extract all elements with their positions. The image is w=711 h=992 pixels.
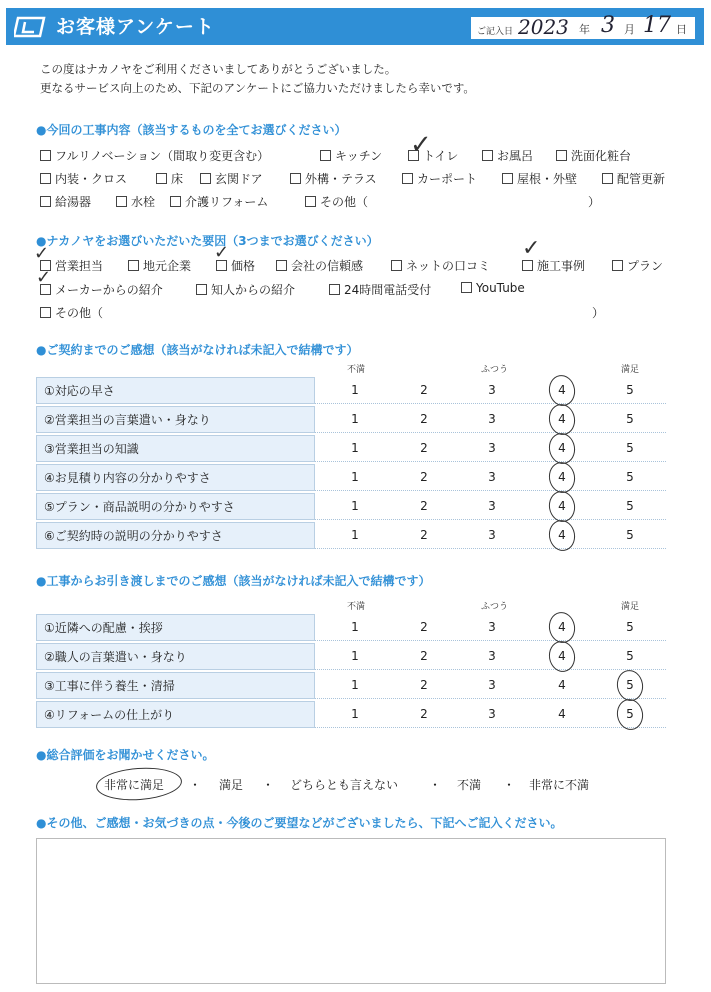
date-day: 17 [643,13,671,38]
rating-option-3[interactable]: 3 [488,499,496,513]
rating-option-4[interactable]: 4 [558,441,566,455]
checkbox[interactable] [116,196,127,207]
section-construction-title: ●工事からお引き渡しまでのご感想（該当がなければ未記入で結構です） [36,574,431,588]
checkbox[interactable] [156,173,167,184]
option-case-studies[interactable]: 施工事例 [522,257,585,274]
date-month: 3 [601,13,615,38]
rating-option-3[interactable]: 3 [488,649,496,663]
rating-option-4[interactable]: 4 [558,470,566,484]
rating-option-1[interactable]: 1 [351,470,359,484]
check-mark-case-studies: ✓ [522,236,541,261]
rating-option-2[interactable]: 2 [420,707,428,721]
rating-option-5[interactable]: 5 [626,528,634,542]
scale-high-label: 満足 [621,602,640,612]
section-overall-title: ●総合評価をお聞かせください。 [36,748,215,762]
checkbox[interactable] [290,173,301,184]
intro-line-2: 更なるサービス向上のため、下記のアンケートにご協力いただけましたら幸いです。 [40,81,475,95]
rating-option-2[interactable]: 2 [420,441,428,455]
rating-option-5[interactable]: 5 [626,412,634,426]
overall-very-satisfied[interactable]: 非常に満足 [104,778,165,792]
rating-option-1[interactable]: 1 [351,441,359,455]
rating-option-4[interactable]: 4 [558,678,566,692]
rating-option-3[interactable]: 3 [488,528,496,542]
rating-option-4[interactable]: 4 [558,620,566,634]
rating-option-1[interactable]: 1 [351,528,359,542]
scale-high-label: 満足 [621,365,640,375]
rating-row-divider [315,490,666,491]
rating-row-label: ④お見積り内容の分かりやすさ [36,464,315,491]
option-roof-wall[interactable]: 屋根・外壁 [502,170,577,187]
rating-option-4[interactable]: 4 [558,528,566,542]
overall-dissatisfied[interactable]: 不満 [457,778,482,792]
checkbox[interactable] [170,196,181,207]
option-toilet[interactable]: トイレ [408,147,458,164]
rating-option-1[interactable]: 1 [351,678,359,692]
rating-option-4[interactable]: 4 [558,383,566,397]
date-year: 2023 [518,15,569,39]
section-reason-title: ●ナカノヤをお選びいただいた要因（3つまでお選びください） [36,234,379,248]
option-care-reform[interactable]: 介護リフォーム [170,193,268,210]
option-kitchen[interactable]: キッチン [320,147,382,164]
check-mark-price: ✓ [214,242,230,263]
checkbox[interactable] [482,150,493,161]
work-other-close: ） [588,195,601,209]
rating-option-3[interactable]: 3 [488,470,496,484]
rating-row-divider [315,432,666,433]
option-work-other[interactable]: その他（ [305,193,368,210]
rating-option-2[interactable]: 2 [420,678,428,692]
rating-row-divider [315,640,666,641]
rating-option-3[interactable]: 3 [488,383,496,397]
option-sales-rep[interactable]: 営業担当 [40,257,103,274]
rating-option-1[interactable]: 1 [351,412,359,426]
overall-very-dissatisfied[interactable]: 非常に不満 [529,778,590,792]
rating-option-1[interactable]: 1 [351,499,359,513]
overall-sep: ・ [262,778,275,792]
rating-option-2[interactable]: 2 [420,528,428,542]
option-online-reviews[interactable]: ネットの口コミ [391,257,490,274]
rating-option-2[interactable]: 2 [420,499,428,513]
checkbox[interactable] [612,260,623,271]
page-title: お客様アンケート [56,16,215,38]
rating-option-4[interactable]: 4 [558,412,566,426]
rating-option-2[interactable]: 2 [420,470,428,484]
section-contract-title: ●ご契約までのご感想（該当がなければ未記入で結構です） [36,343,359,357]
option-floor[interactable]: 床 [156,170,183,187]
rating-option-5[interactable]: 5 [626,499,634,513]
checkbox[interactable] [305,196,316,207]
comment-textarea[interactable] [36,838,666,984]
checkbox[interactable] [391,260,402,271]
rating-row-label: ③工事に伴う養生・清掃 [36,672,315,699]
checkbox[interactable] [602,173,613,184]
rating-option-3[interactable]: 3 [488,441,496,455]
scale-low-label: 不満 [347,365,366,375]
rating-option-5[interactable]: 5 [626,620,634,634]
rating-option-5[interactable]: 5 [626,649,634,663]
checkbox[interactable] [128,260,139,271]
option-plan[interactable]: プラン [612,257,663,274]
check-mark-sales-rep: ✓ [34,243,50,264]
rating-option-5[interactable]: 5 [626,383,634,397]
checkbox[interactable] [40,173,51,184]
checkbox[interactable] [40,150,51,161]
scale-mid-label: ふつう [481,602,509,612]
rating-option-2[interactable]: 2 [420,649,428,663]
rating-row-divider [315,519,666,520]
date-label: ご記入日 [477,27,514,37]
intro-line-1: この度はナカノヤをご利用くださいましてありがとうございました。 [40,62,397,76]
rating-option-1[interactable]: 1 [351,649,359,663]
rating-row-label: ⑤プラン・商品説明の分かりやすさ [36,493,315,520]
option-24h-phone[interactable]: 24時間電話受付 [329,281,431,298]
reason-other-close: ） [592,306,605,320]
checkbox[interactable] [276,260,287,271]
rating-row-label: ③営業担当の知識 [36,435,315,462]
rating-option-3[interactable]: 3 [488,678,496,692]
rating-row-divider [315,669,666,670]
date-month-unit: 月 [624,23,635,36]
overall-neutral[interactable]: どちらとも言えない [290,778,399,792]
overall-satisfied[interactable]: 満足 [219,778,244,792]
section-work-title: ●今回の工事内容（該当するものを全てお選びください） [36,123,347,137]
check-mark-toilet: ✓ [410,130,432,160]
rating-option-3[interactable]: 3 [488,707,496,721]
section-comments-title: ●その他、ご感想・お気づきの点・今後のご要望などがございましたら、下記へご記入ください。 [36,816,563,830]
rating-row-divider [315,461,666,462]
scale-mid-label: ふつう [481,365,509,375]
option-maker-referral[interactable]: メーカーからの紹介 [40,281,163,298]
rating-option-1[interactable]: 1 [351,383,359,397]
overall-sep: ・ [429,778,442,792]
scale-low-label: 不満 [347,602,366,612]
option-piping[interactable]: 配管更新 [602,170,665,187]
option-interior[interactable]: 内装・クロス [40,170,127,187]
rating-row-label: ④リフォームの仕上がり [36,701,315,728]
rating-option-4[interactable]: 4 [558,707,566,721]
option-carport[interactable]: カーポート [402,170,477,187]
overall-sep: ・ [189,778,202,792]
rating-option-4[interactable]: 4 [558,649,566,663]
rating-option-3[interactable]: 3 [488,412,496,426]
checkbox[interactable] [556,150,567,161]
checkbox[interactable] [200,173,211,184]
rating-row-label: ①対応の早さ [36,377,315,404]
rating-row-label: ②職人の言葉遣い・身なり [36,643,315,670]
rating-option-2[interactable]: 2 [420,412,428,426]
company-logo-icon [14,16,46,38]
rating-row-label: ②営業担当の言葉遣い・身なり [36,406,315,433]
checkbox[interactable] [320,150,331,161]
rating-option-2[interactable]: 2 [420,620,428,634]
option-trust[interactable]: 会社の信頼感 [276,257,363,274]
rating-option-2[interactable]: 2 [420,383,428,397]
rating-option-5[interactable]: 5 [626,441,634,455]
rating-row-divider [315,698,666,699]
rating-option-1[interactable]: 1 [351,620,359,634]
selection-circle [95,765,183,803]
checkbox[interactable] [461,282,472,293]
option-exterior-terrace[interactable]: 外構・テラス [290,170,377,187]
rating-option-5[interactable]: 5 [626,678,634,692]
option-entrance-door[interactable]: 玄関ドア [200,170,263,187]
option-washbasin[interactable]: 洗面化粧台 [556,147,631,164]
rating-row-divider [315,727,666,728]
checkbox[interactable] [40,307,51,318]
option-reason-other[interactable]: その他（ [40,304,103,321]
check-mark-maker-referral: ✓ [36,267,52,288]
rating-option-3[interactable]: 3 [488,620,496,634]
rating-row-divider [315,403,666,404]
option-faucet[interactable]: 水栓 [116,193,155,210]
rating-option-1[interactable]: 1 [351,707,359,721]
option-water-heater[interactable]: 給湯器 [40,193,91,210]
rating-row-divider [315,548,666,549]
option-full-renovation[interactable]: フルリノベーション（間取り変更含む） [40,147,269,164]
overall-sep: ・ [503,778,516,792]
option-friend-referral[interactable]: 知人からの紹介 [196,281,295,298]
date-day-unit: 日 [676,23,687,36]
checkbox[interactable] [329,284,340,295]
rating-option-5[interactable]: 5 [626,707,634,721]
checkbox[interactable] [502,173,513,184]
option-bath[interactable]: お風呂 [482,147,533,164]
rating-option-4[interactable]: 4 [558,499,566,513]
checkbox[interactable] [196,284,207,295]
checkbox[interactable] [402,173,413,184]
checkbox[interactable] [40,196,51,207]
rating-option-5[interactable]: 5 [626,470,634,484]
option-local-company[interactable]: 地元企業 [128,257,191,274]
rating-row-label: ⑥ご契約時の説明の分かりやすさ [36,522,315,549]
date-year-unit: 年 [579,23,590,36]
rating-row-label: ①近隣への配慮・挨拶 [36,614,315,641]
option-youtube[interactable]: YouTube [461,281,525,295]
checkbox[interactable] [522,260,533,271]
option-price[interactable]: 価格 [216,257,255,274]
